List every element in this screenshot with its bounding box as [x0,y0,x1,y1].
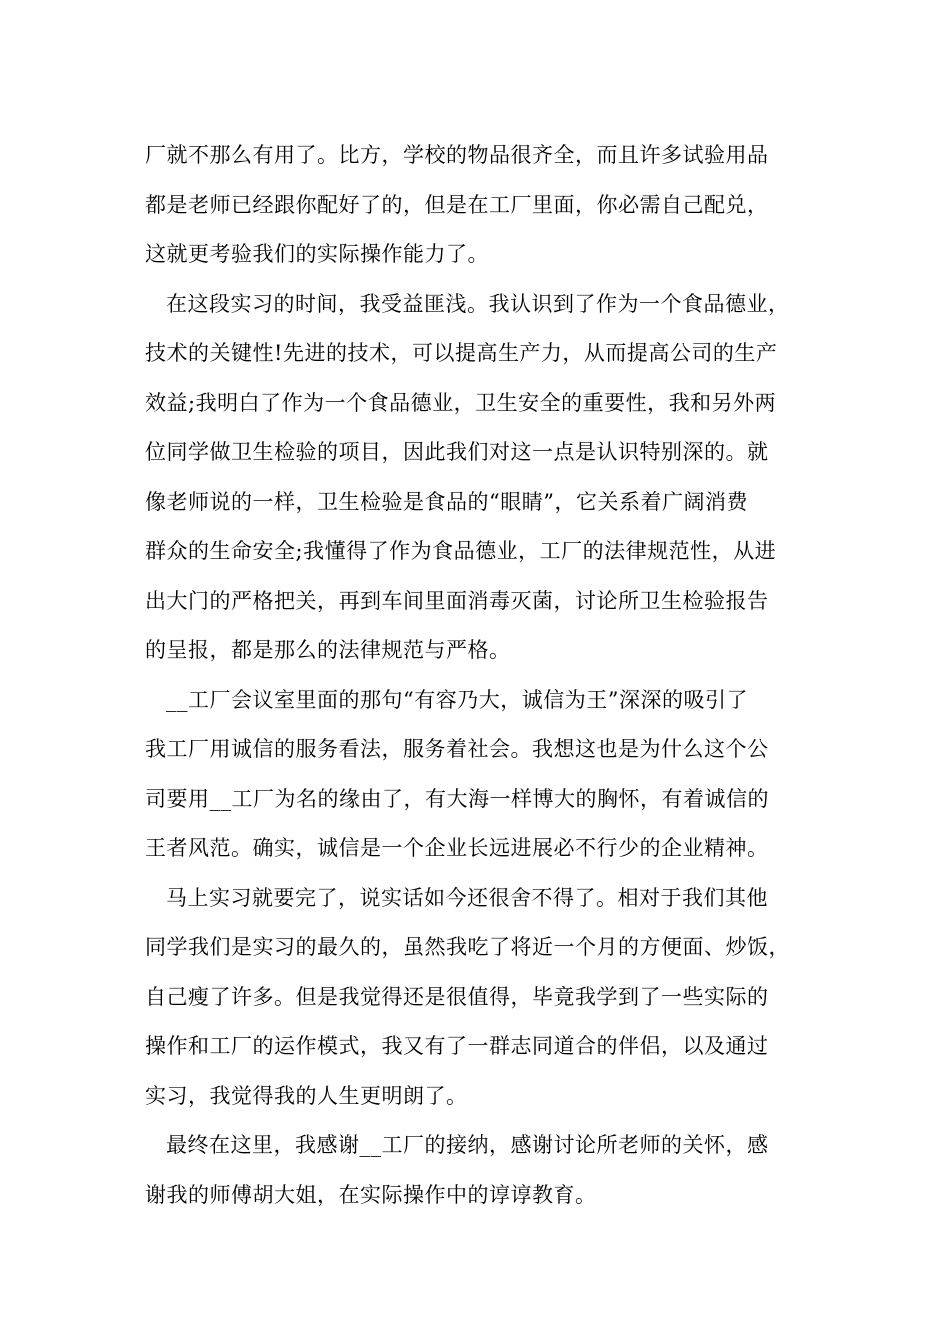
paragraph-first-line: 在这段实习的时间，我受益匪浅。我认识到了作为一个食品德业， [166,291,790,316]
text-line: 技术的关键性!先进的技术，可以提高生产力，从而提高公司的生产 [145,341,778,365]
text-line: 像老师说的一样，卫生检验是食品的“眼睛”，它关系着广阔消费 [145,489,748,514]
text-line: 出大门的严格把关，再到车间里面消毒灭菌，讨论所卫生检验报告 [145,588,769,613]
text-line: 操作和工厂的运作模式，我又有了一群志同道合的伴侣，以及通过 [145,1034,769,1058]
paragraph-first-line: __工厂会议室里面的那句“有容乃大，诚信为王”深深的吸引了 [166,687,748,712]
text-line: 都是老师已经跟你配好了的，但是在工厂里面，你必需自己配兑， [145,192,769,217]
text-line: 谢我的师傅胡大姐，在实际操作中的谆谆教育。 [145,1182,597,1207]
text-line: 效益;我明白了作为一个食品德业，卫生安全的重要性，我和另外两 [145,390,777,415]
text-line: 我工厂用诚信的服务看法，服务着社会。我想这也是为什么这个公 [145,737,769,761]
text-line: 的呈报，都是那么的法律规范与严格。 [145,638,511,662]
text-line: 厂就不那么有用了。比方，学校的物品很齐全，而且许多试验用品 [145,143,769,167]
document-body [145,131,825,1220]
text-line: 司要用__工厂为名的缘由了，有大海一样博大的胸怀，有着诚信的 [145,786,769,811]
text-line: 自己瘦了许多。但是我觉得还是很值得，毕竟我学到了一些实际的 [145,984,769,1009]
text-line: 群众的生命安全;我懂得了作为食品德业，工厂的法律规范性，从进 [145,539,777,563]
paragraph-first-line: 马上实习就要完了，说实话如今还很舍不得了。相对于我们其他 [166,885,768,910]
text-line: 实习，我觉得我的人生更明朗了。 [145,1083,468,1108]
text-line: 这就更考验我们的实际操作能力了。 [145,242,489,266]
text-line: 位同学做卫生检验的项目，因此我们对这一点是认识特别深的。就 [145,440,769,464]
paragraph-first-line: 最终在这里，我感谢__工厂的接纳，感谢讨论所老师的关怀，感 [166,1133,769,1157]
text-line: 王者风范。确实，诚信是一个企业长远进展必不行少的企业精神。 [145,836,769,860]
text-line: 同学我们是实习的最久的，虽然我吃了将近一个月的方便面、炒饭， [145,935,790,959]
